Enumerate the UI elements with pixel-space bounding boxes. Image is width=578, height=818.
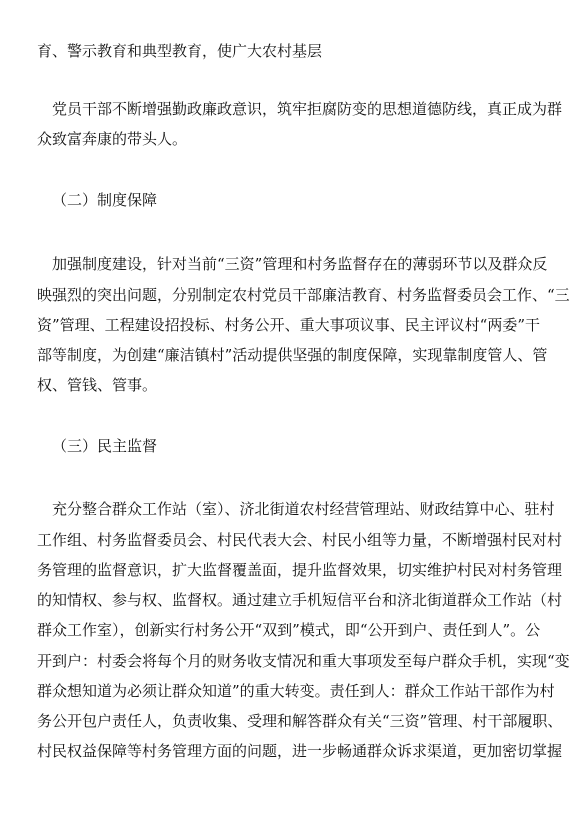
paragraph-line: 加强制度建设，针对当前“三资”管理和村务监督存在的薄弱环节以及群众反 [52, 255, 548, 273]
paragraph-line: 群众想知道为必须让群众知道”的重大转变。责任到人：群众工作站干部作为村 [37, 682, 555, 700]
paragraph-line: 育、警示教育和典型教育，使广大农村基层 [37, 42, 323, 60]
paragraph-line: 村民权益保障等村务管理方面的问题，进一步畅通群众诉求渠道，更加密切掌握 [37, 742, 563, 760]
section-heading: （二）制度保障 [52, 191, 158, 209]
paragraph-line: 部等制度，为创建“廉洁镇村”活动提供坚强的制度保障，实现靠制度管人、管 [37, 346, 548, 364]
paragraph-line: 众致富奔康的带头人。 [37, 130, 188, 148]
paragraph-line: 工作组、村务监督委员会、村民代表大会、村民小组等力量，不断增强村民对村 [37, 531, 563, 549]
paragraph-line: 权、管钱、管事。 [37, 376, 158, 394]
paragraph-line: 务管理的监督意识，扩大监督覆盖面，提升监督效果，切实维护村民对村务管理 [37, 561, 563, 579]
paragraph-line: 开到户：村委会将每个月的财务收支情况和重大事项发至每户群众手机，实现“变 [37, 652, 570, 670]
paragraph-line: 充分整合群众工作站（室）、济北街道农村经营管理站、财政结算中心、驻村 [52, 500, 555, 518]
paragraph-line: 群众工作室），创新实行村务公开“双到”模式，即“公开到户、责任到人”。公 [37, 621, 541, 639]
paragraph-line: 资”管理、工程建设招投标、村务公开、重大事项议事、民主评议村“两委”干 [37, 316, 541, 334]
section-heading: （三）民主监督 [52, 437, 158, 455]
paragraph-line: 务公开包户责任人，负责收集、受理和解答群众有关“三资”管理、村干部履职、 [37, 712, 563, 730]
paragraph-line: 映强烈的突出问题，分别制定农村党员干部廉洁教育、村务监督委员会工作、“三 [37, 286, 570, 304]
paragraph-line: 党员干部不断增强勤政廉政意识，筑牢拒腐防变的思想道德防线，真正成为群 [52, 100, 563, 118]
paragraph-line: 的知情权、参与权、监督权。通过建立手机短信平台和济北街道群众工作站（村 [37, 591, 563, 609]
